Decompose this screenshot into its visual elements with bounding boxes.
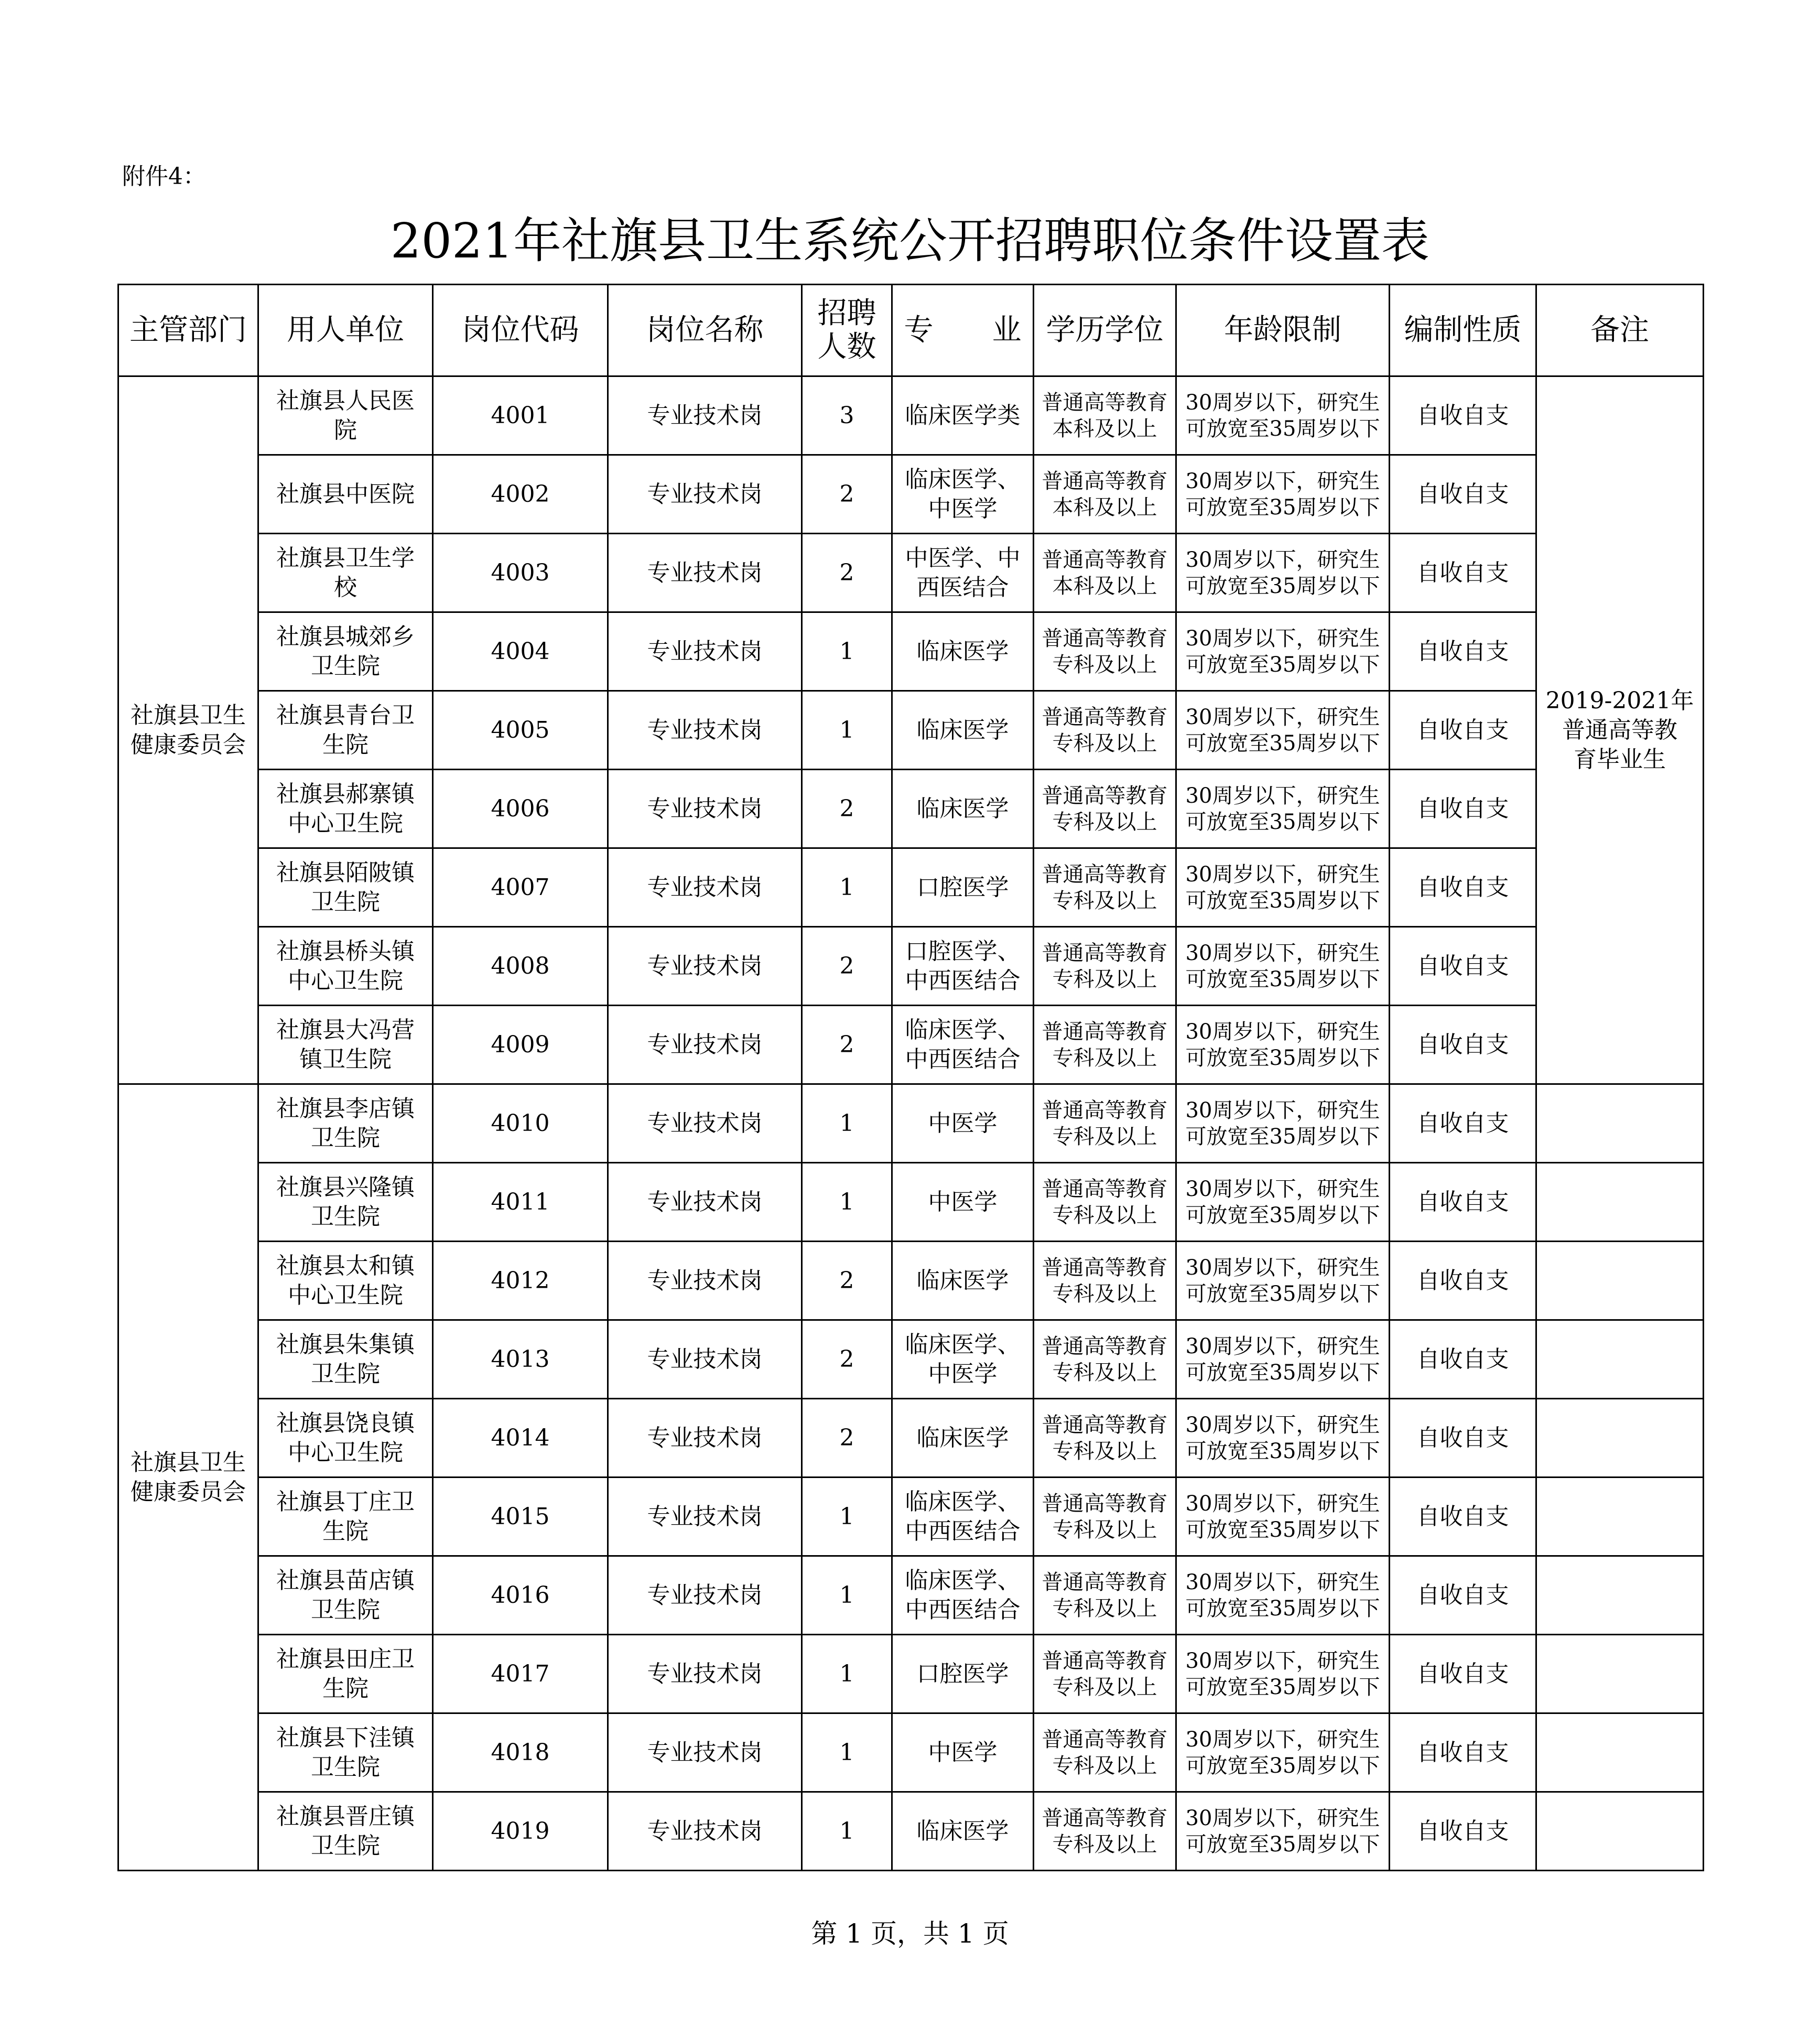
table-row (118, 612, 1704, 691)
major-cell: 临床医学 (892, 1242, 1034, 1320)
note-cell (1536, 1399, 1704, 1478)
major-cell: 中医学 (892, 1084, 1034, 1163)
age-cell: 30周岁以下，研究生 可放宽至35周岁以下 (1176, 1713, 1390, 1792)
education-cell: 普通高等教育 专科及以上 (1034, 1478, 1176, 1556)
count-cell: 2 (802, 534, 892, 612)
unit-cell: 社旗县晋庄镇 卫生院 (258, 1792, 433, 1871)
code-cell: 4004 (433, 612, 608, 691)
unit-cell: 社旗县丁庄卫 生院 (258, 1478, 433, 1556)
education-cell: 普通高等教育 专科及以上 (1034, 1320, 1176, 1399)
code-cell: 4011 (433, 1163, 608, 1242)
code-cell: 4017 (433, 1635, 608, 1713)
department-cell: 社旗县卫生 健康委员会 (118, 1084, 258, 1871)
position-cell: 专业技术岗 (608, 455, 802, 534)
page-footer: 第 1 页，共 1 页 (811, 1918, 1009, 1949)
table-row (118, 1399, 1704, 1478)
count-cell: 1 (802, 1635, 892, 1713)
code-cell: 4015 (433, 1478, 608, 1556)
age-cell: 30周岁以下，研究生 可放宽至35周岁以下 (1176, 1163, 1390, 1242)
major-cell: 口腔医学、 中西医结合 (892, 927, 1034, 1006)
position-cell: 专业技术岗 (608, 1792, 802, 1871)
education-cell: 普通高等教育 专科及以上 (1034, 1242, 1176, 1320)
code-cell: 4002 (433, 455, 608, 534)
age-cell: 30周岁以下，研究生 可放宽至35周岁以下 (1176, 534, 1390, 612)
note-cell (1536, 1084, 1704, 1163)
note-cell (1536, 1713, 1704, 1792)
header-code: 岗位代码 (433, 285, 608, 376)
education-cell: 普通高等教育 专科及以上 (1034, 1399, 1176, 1478)
unit-cell: 社旗县田庄卫 生院 (258, 1635, 433, 1713)
position-cell: 专业技术岗 (608, 1635, 802, 1713)
education-cell: 普通高等教育 专科及以上 (1034, 1713, 1176, 1792)
staffing-cell: 自收自支 (1390, 1084, 1536, 1163)
table-row (118, 1163, 1704, 1242)
table-row (118, 1242, 1704, 1320)
header-note: 备注 (1536, 285, 1704, 376)
table-row (118, 927, 1704, 1006)
note-cell (1536, 1163, 1704, 1242)
unit-cell: 社旗县李店镇 卫生院 (258, 1084, 433, 1163)
education-cell: 普通高等教育 专科及以上 (1034, 691, 1176, 770)
table-row (118, 1478, 1704, 1556)
unit-cell: 社旗县饶良镇 中心卫生院 (258, 1399, 433, 1478)
table-row (118, 848, 1704, 927)
table-row (118, 1320, 1704, 1399)
header-unit: 用人单位 (258, 285, 433, 376)
unit-cell: 社旗县下洼镇 卫生院 (258, 1713, 433, 1792)
age-cell: 30周岁以下，研究生 可放宽至35周岁以下 (1176, 376, 1390, 455)
education-cell: 普通高等教育 本科及以上 (1034, 534, 1176, 612)
table-row (118, 1713, 1704, 1792)
attachment-label: 附件4： (122, 163, 206, 190)
code-cell: 4001 (433, 376, 608, 455)
table-row (118, 534, 1704, 612)
staffing-cell: 自收自支 (1390, 612, 1536, 691)
age-cell: 30周岁以下，研究生 可放宽至35周岁以下 (1176, 1478, 1390, 1556)
position-cell: 专业技术岗 (608, 1478, 802, 1556)
education-cell: 普通高等教育 专科及以上 (1034, 1635, 1176, 1713)
major-cell: 口腔医学 (892, 1635, 1034, 1713)
note-cell (1536, 1635, 1704, 1713)
count-cell: 1 (802, 612, 892, 691)
header-age: 年龄限制 (1176, 285, 1390, 376)
education-cell: 普通高等教育 专科及以上 (1034, 1792, 1176, 1871)
code-cell: 4018 (433, 1713, 608, 1792)
code-cell: 4013 (433, 1320, 608, 1399)
education-cell: 普通高等教育 专科及以上 (1034, 612, 1176, 691)
header-row (118, 285, 1704, 376)
position-cell: 专业技术岗 (608, 1163, 802, 1242)
code-cell: 4005 (433, 691, 608, 770)
table-row (118, 376, 1704, 455)
count-cell: 1 (802, 1084, 892, 1163)
note-cell (1536, 1478, 1704, 1556)
table-row (118, 1635, 1704, 1713)
staffing-cell: 自收自支 (1390, 1556, 1536, 1635)
major-cell: 临床医学、 中西医结合 (892, 1478, 1034, 1556)
major-cell: 临床医学 (892, 1792, 1034, 1871)
position-cell: 专业技术岗 (608, 770, 802, 848)
count-cell: 1 (802, 1792, 892, 1871)
table-row (118, 455, 1704, 534)
unit-cell: 社旗县大冯营 镇卫生院 (258, 1006, 433, 1084)
code-cell: 4009 (433, 1006, 608, 1084)
age-cell: 30周岁以下，研究生 可放宽至35周岁以下 (1176, 1084, 1390, 1163)
unit-cell: 社旗县陌陂镇 卫生院 (258, 848, 433, 927)
code-cell: 4006 (433, 770, 608, 848)
table-body (118, 376, 1704, 1871)
position-cell: 专业技术岗 (608, 927, 802, 1006)
header-staffing: 编制性质 (1390, 285, 1536, 376)
age-cell: 30周岁以下，研究生 可放宽至35周岁以下 (1176, 1006, 1390, 1084)
staffing-cell: 自收自支 (1390, 1006, 1536, 1084)
table-row (118, 1556, 1704, 1635)
position-cell: 专业技术岗 (608, 1556, 802, 1635)
age-cell: 30周岁以下，研究生 可放宽至35周岁以下 (1176, 927, 1390, 1006)
header-major: 专 业 (892, 285, 1034, 376)
position-cell: 专业技术岗 (608, 848, 802, 927)
age-cell: 30周岁以下，研究生 可放宽至35周岁以下 (1176, 1792, 1390, 1871)
position-cell: 专业技术岗 (608, 612, 802, 691)
code-cell: 4012 (433, 1242, 608, 1320)
count-cell: 2 (802, 1006, 892, 1084)
position-cell: 专业技术岗 (608, 534, 802, 612)
count-cell: 1 (802, 848, 892, 927)
education-cell: 普通高等教育 专科及以上 (1034, 848, 1176, 927)
staffing-cell: 自收自支 (1390, 691, 1536, 770)
staffing-cell: 自收自支 (1390, 1478, 1536, 1556)
major-cell: 临床医学 (892, 1399, 1034, 1478)
code-cell: 4019 (433, 1792, 608, 1871)
count-cell: 2 (802, 927, 892, 1006)
note-cell: 2019-2021年 普通高等教 育毕业生 (1536, 376, 1704, 1084)
department-cell: 社旗县卫生 健康委员会 (118, 376, 258, 1084)
unit-cell: 社旗县郝寨镇 中心卫生院 (258, 770, 433, 848)
code-cell: 4008 (433, 927, 608, 1006)
staffing-cell: 自收自支 (1390, 1242, 1536, 1320)
table-row (118, 1084, 1704, 1163)
unit-cell: 社旗县青台卫 生院 (258, 691, 433, 770)
age-cell: 30周岁以下，研究生 可放宽至35周岁以下 (1176, 691, 1390, 770)
table-row (118, 770, 1704, 848)
staffing-cell: 自收自支 (1390, 1320, 1536, 1399)
age-cell: 30周岁以下，研究生 可放宽至35周岁以下 (1176, 612, 1390, 691)
major-cell: 临床医学 (892, 612, 1034, 691)
unit-cell: 社旗县兴隆镇 卫生院 (258, 1163, 433, 1242)
count-cell: 2 (802, 1399, 892, 1478)
count-cell: 1 (802, 1713, 892, 1792)
age-cell: 30周岁以下，研究生 可放宽至35周岁以下 (1176, 1635, 1390, 1713)
staffing-cell: 自收自支 (1390, 927, 1536, 1006)
note-cell (1536, 1242, 1704, 1320)
table-row (118, 1006, 1704, 1084)
education-cell: 普通高等教育 专科及以上 (1034, 1084, 1176, 1163)
staffing-cell: 自收自支 (1390, 1713, 1536, 1792)
age-cell: 30周岁以下，研究生 可放宽至35周岁以下 (1176, 770, 1390, 848)
age-cell: 30周岁以下，研究生 可放宽至35周岁以下 (1176, 1242, 1390, 1320)
education-cell: 普通高等教育 专科及以上 (1034, 770, 1176, 848)
major-cell: 临床医学、 中西医结合 (892, 1006, 1034, 1084)
major-cell: 临床医学类 (892, 376, 1034, 455)
education-cell: 普通高等教育 本科及以上 (1034, 376, 1176, 455)
position-cell: 专业技术岗 (608, 1320, 802, 1399)
staffing-cell: 自收自支 (1390, 1635, 1536, 1713)
unit-cell: 社旗县中医院 (258, 455, 433, 534)
position-cell: 专业技术岗 (608, 1242, 802, 1320)
education-cell: 普通高等教育 专科及以上 (1034, 927, 1176, 1006)
unit-cell: 社旗县太和镇 中心卫生院 (258, 1242, 433, 1320)
staffing-cell: 自收自支 (1390, 1792, 1536, 1871)
unit-cell: 社旗县城郊乡 卫生院 (258, 612, 433, 691)
major-cell: 中医学、中 西医结合 (892, 534, 1034, 612)
age-cell: 30周岁以下，研究生 可放宽至35周岁以下 (1176, 1556, 1390, 1635)
unit-cell: 社旗县桥头镇 中心卫生院 (258, 927, 433, 1006)
unit-cell: 社旗县苗店镇 卫生院 (258, 1556, 433, 1635)
staffing-cell: 自收自支 (1390, 1399, 1536, 1478)
staffing-cell: 自收自支 (1390, 376, 1536, 455)
header-position: 岗位名称 (608, 285, 802, 376)
major-cell: 中医学 (892, 1163, 1034, 1242)
position-cell: 专业技术岗 (608, 376, 802, 455)
code-cell: 4007 (433, 848, 608, 927)
age-cell: 30周岁以下，研究生 可放宽至35周岁以下 (1176, 1399, 1390, 1478)
major-cell: 临床医学 (892, 691, 1034, 770)
note-cell (1536, 1792, 1704, 1871)
position-cell: 专业技术岗 (608, 1084, 802, 1163)
education-cell: 普通高等教育 专科及以上 (1034, 1163, 1176, 1242)
document-title: 2021年社旗县卫生系统公开招聘职位条件设置表 (390, 213, 1430, 269)
header-department: 主管部门 (118, 285, 258, 376)
code-cell: 4014 (433, 1399, 608, 1478)
age-cell: 30周岁以下，研究生 可放宽至35周岁以下 (1176, 848, 1390, 927)
staffing-cell: 自收自支 (1390, 534, 1536, 612)
header-count: 招聘 人数 (802, 285, 892, 376)
staffing-cell: 自收自支 (1390, 455, 1536, 534)
unit-cell: 社旗县人民医 院 (258, 376, 433, 455)
age-cell: 30周岁以下，研究生 可放宽至35周岁以下 (1176, 455, 1390, 534)
recruitment-table (117, 284, 1704, 1871)
major-cell: 口腔医学 (892, 848, 1034, 927)
staffing-cell: 自收自支 (1390, 770, 1536, 848)
count-cell: 2 (802, 770, 892, 848)
count-cell: 1 (802, 1556, 892, 1635)
major-cell: 中医学 (892, 1713, 1034, 1792)
count-cell: 1 (802, 1163, 892, 1242)
education-cell: 普通高等教育 本科及以上 (1034, 455, 1176, 534)
table-row (118, 1792, 1704, 1871)
staffing-cell: 自收自支 (1390, 848, 1536, 927)
major-cell: 临床医学、 中西医结合 (892, 1556, 1034, 1635)
position-cell: 专业技术岗 (608, 1399, 802, 1478)
note-cell (1536, 1556, 1704, 1635)
major-cell: 临床医学 (892, 770, 1034, 848)
major-cell: 临床医学、 中医学 (892, 1320, 1034, 1399)
position-cell: 专业技术岗 (608, 691, 802, 770)
count-cell: 3 (802, 376, 892, 455)
note-cell (1536, 1320, 1704, 1399)
major-cell: 临床医学、 中医学 (892, 455, 1034, 534)
education-cell: 普通高等教育 专科及以上 (1034, 1556, 1176, 1635)
count-cell: 1 (802, 691, 892, 770)
position-cell: 专业技术岗 (608, 1006, 802, 1084)
count-cell: 1 (802, 1478, 892, 1556)
count-cell: 2 (802, 1242, 892, 1320)
code-cell: 4003 (433, 534, 608, 612)
code-cell: 4010 (433, 1084, 608, 1163)
header-education: 学历学位 (1034, 285, 1176, 376)
count-cell: 2 (802, 455, 892, 534)
staffing-cell: 自收自支 (1390, 1163, 1536, 1242)
code-cell: 4016 (433, 1556, 608, 1635)
table-row (118, 691, 1704, 770)
position-cell: 专业技术岗 (608, 1713, 802, 1792)
unit-cell: 社旗县卫生学 校 (258, 534, 433, 612)
count-cell: 2 (802, 1320, 892, 1399)
unit-cell: 社旗县朱集镇 卫生院 (258, 1320, 433, 1399)
age-cell: 30周岁以下，研究生 可放宽至35周岁以下 (1176, 1320, 1390, 1399)
education-cell: 普通高等教育 专科及以上 (1034, 1006, 1176, 1084)
